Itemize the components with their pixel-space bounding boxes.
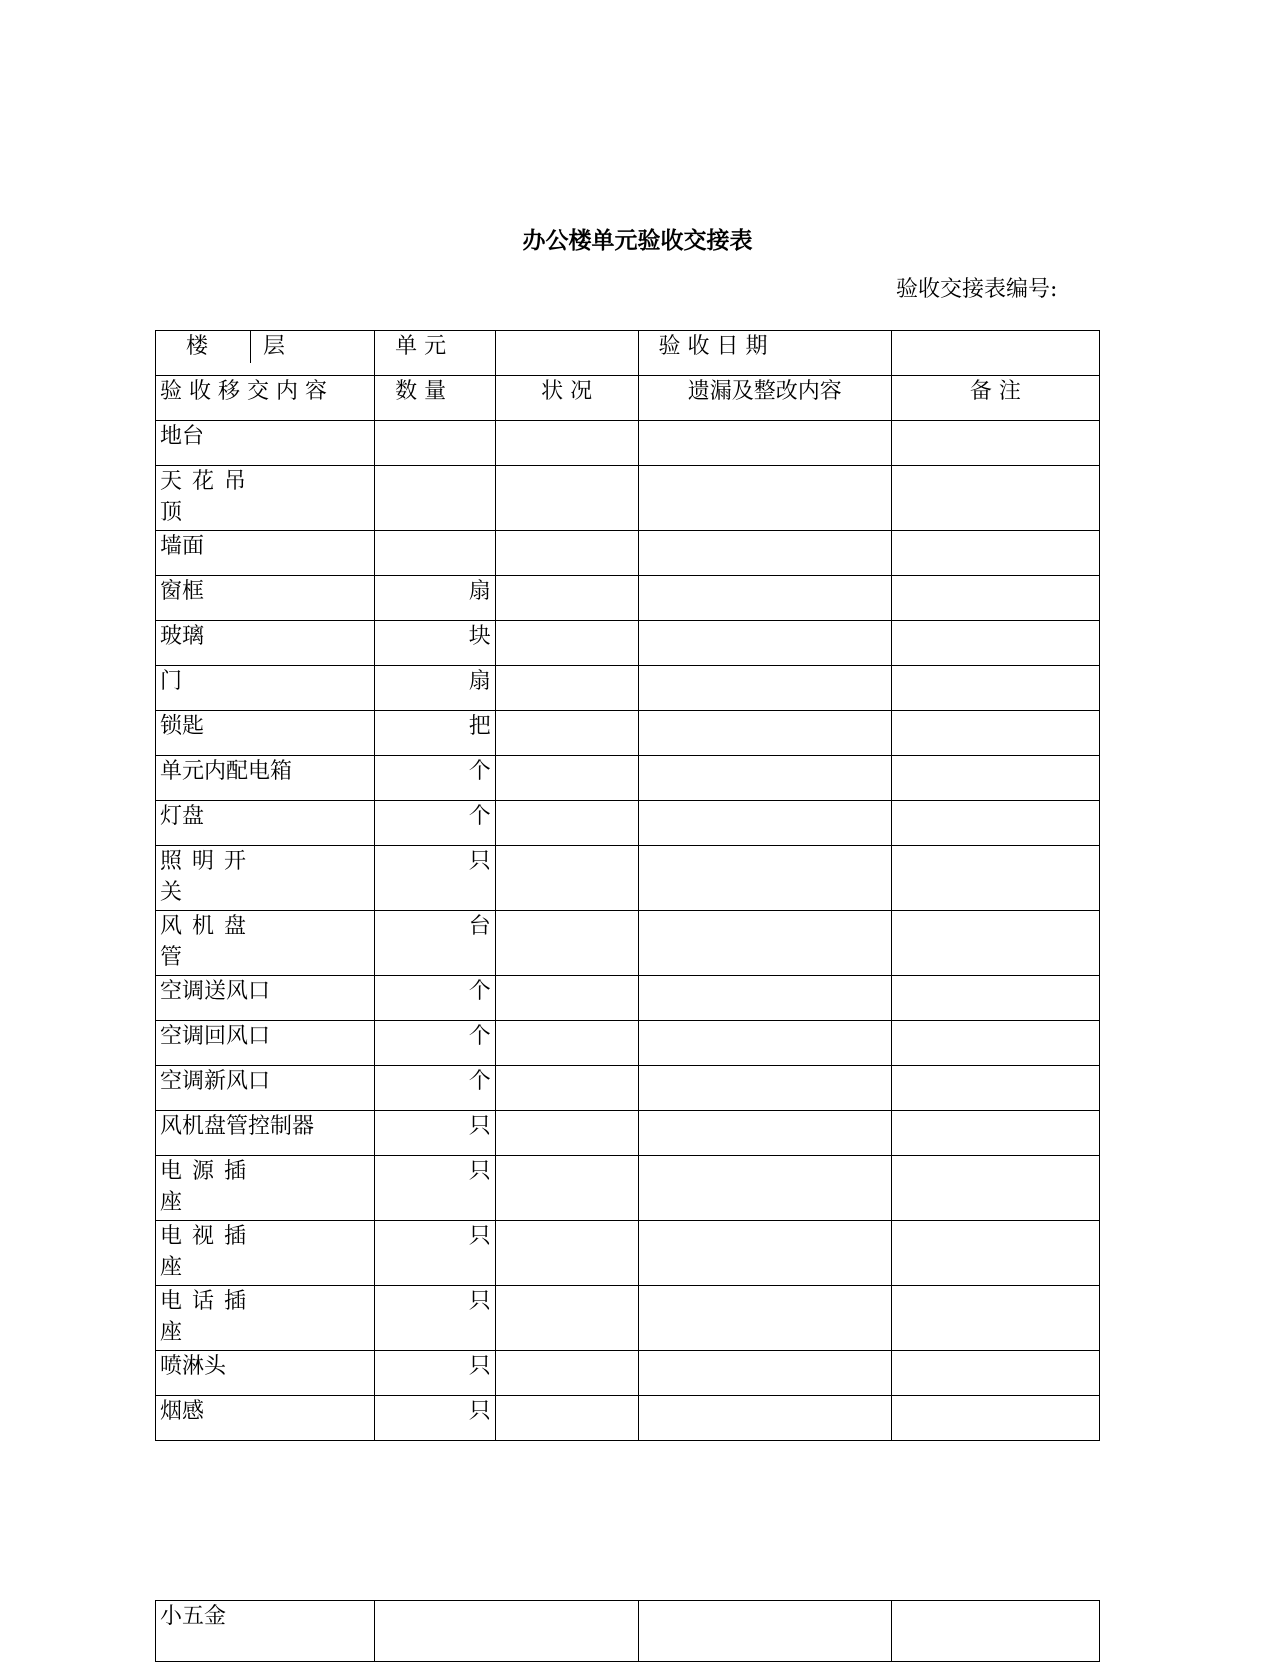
note-cell[interactable] bbox=[891, 1601, 1099, 1662]
table-row bbox=[156, 621, 1100, 666]
note-cell[interactable] bbox=[891, 801, 1099, 846]
note-cell[interactable] bbox=[891, 1066, 1099, 1111]
table-row bbox=[156, 1221, 1100, 1286]
note-cell[interactable] bbox=[891, 1156, 1099, 1221]
item-name: 小五金 bbox=[156, 1601, 375, 1662]
fix-cell[interactable] bbox=[638, 666, 891, 711]
item-name: 门 bbox=[156, 666, 375, 711]
status-cell[interactable] bbox=[495, 1396, 638, 1441]
status-cell[interactable] bbox=[495, 1351, 638, 1396]
status-cell[interactable] bbox=[495, 801, 638, 846]
status-cell[interactable] bbox=[495, 1286, 638, 1351]
table-row bbox=[156, 976, 1100, 1021]
fix-cell[interactable] bbox=[638, 976, 891, 1021]
item-name: 灯盘 bbox=[156, 801, 375, 846]
quantity-cell[interactable]: 个 bbox=[375, 976, 496, 1021]
status-cell[interactable] bbox=[495, 1111, 638, 1156]
note-cell[interactable] bbox=[891, 1021, 1099, 1066]
status-cell[interactable] bbox=[495, 621, 638, 666]
quantity-cell[interactable]: 台 bbox=[375, 911, 496, 976]
item-name: 风机盘管控制器 bbox=[156, 1111, 375, 1156]
note-cell[interactable] bbox=[891, 576, 1099, 621]
fix-cell[interactable] bbox=[638, 1286, 891, 1351]
fix-cell[interactable] bbox=[638, 1351, 891, 1396]
note-cell[interactable] bbox=[891, 1286, 1099, 1351]
table-row bbox=[156, 531, 1100, 576]
note-cell[interactable] bbox=[891, 1351, 1099, 1396]
quantity-cell[interactable] bbox=[375, 466, 496, 531]
fix-cell[interactable] bbox=[638, 756, 891, 801]
quantity-cell[interactable]: 个 bbox=[375, 1021, 496, 1066]
table-row bbox=[156, 466, 1100, 531]
table-row bbox=[156, 421, 1100, 466]
quantity-cell[interactable]: 扇 bbox=[375, 666, 496, 711]
status-cell[interactable] bbox=[495, 466, 638, 531]
status-cell[interactable] bbox=[495, 756, 638, 801]
fix-cell[interactable] bbox=[638, 801, 891, 846]
table-row bbox=[156, 1066, 1100, 1111]
status-cell[interactable] bbox=[495, 576, 638, 621]
header-row-1 bbox=[156, 331, 1100, 376]
note-cell[interactable] bbox=[891, 711, 1099, 756]
status-cell[interactable] bbox=[495, 1021, 638, 1066]
fix-cell[interactable] bbox=[638, 621, 891, 666]
fix-cell[interactable] bbox=[638, 1396, 891, 1441]
quantity-cell[interactable]: 个 bbox=[375, 801, 496, 846]
note-cell[interactable] bbox=[891, 666, 1099, 711]
fix-cell[interactable] bbox=[638, 576, 891, 621]
status-cell[interactable] bbox=[495, 1156, 638, 1221]
table-row bbox=[156, 911, 1100, 976]
item-name: 风机盘管 bbox=[160, 914, 257, 970]
fix-cell[interactable] bbox=[638, 1066, 891, 1111]
status-cell[interactable] bbox=[495, 846, 638, 911]
note-cell[interactable] bbox=[891, 1221, 1099, 1286]
item-name: 电话插座 bbox=[160, 1289, 257, 1345]
quantity-cell[interactable]: 只 bbox=[375, 1286, 496, 1351]
date-label: 验 收 日 期 bbox=[638, 331, 891, 376]
table-row bbox=[156, 1286, 1100, 1351]
quantity-header: 数 量 bbox=[375, 376, 496, 421]
fix-cell[interactable] bbox=[638, 1021, 891, 1066]
fix-cell[interactable] bbox=[638, 1221, 891, 1286]
floor-label: 楼 层 bbox=[186, 334, 309, 359]
status-cell[interactable] bbox=[495, 1221, 638, 1286]
note-cell[interactable] bbox=[891, 911, 1099, 976]
fix-cell[interactable] bbox=[638, 711, 891, 756]
quantity-cell[interactable]: 把 bbox=[375, 711, 496, 756]
note-cell[interactable] bbox=[891, 621, 1099, 666]
status-header: 状 况 bbox=[495, 376, 638, 421]
item-name: 锁匙 bbox=[156, 711, 375, 756]
status-cell[interactable] bbox=[495, 911, 638, 976]
header-row-2 bbox=[156, 376, 1100, 421]
note-cell[interactable] bbox=[891, 1111, 1099, 1156]
table-row bbox=[156, 846, 1100, 911]
fix-cell[interactable] bbox=[638, 1111, 891, 1156]
fix-header: 遗漏及整改内容 bbox=[638, 376, 891, 421]
table-row bbox=[156, 576, 1100, 621]
quantity-cell[interactable] bbox=[375, 421, 496, 466]
quantity-cell[interactable]: 块 bbox=[375, 621, 496, 666]
quantity-cell[interactable]: 只 bbox=[375, 1396, 496, 1441]
item-name: 玻璃 bbox=[156, 621, 375, 666]
table-row bbox=[156, 801, 1100, 846]
table-row bbox=[156, 756, 1100, 801]
table-row bbox=[156, 1156, 1100, 1221]
note-cell[interactable] bbox=[891, 756, 1099, 801]
quantity-cell[interactable]: 只 bbox=[375, 1111, 496, 1156]
quantity-cell[interactable]: 只 bbox=[375, 1156, 496, 1221]
acceptance-table bbox=[155, 330, 1100, 1441]
quantity-cell[interactable]: 个 bbox=[375, 1066, 496, 1111]
item-name: 照明开关 bbox=[160, 849, 257, 905]
item-name: 墙面 bbox=[156, 531, 375, 576]
item-name: 窗框 bbox=[156, 576, 375, 621]
table-row bbox=[156, 666, 1100, 711]
item-name: 烟感 bbox=[156, 1396, 375, 1441]
item-name: 地台 bbox=[156, 421, 375, 466]
quantity-status-cell[interactable] bbox=[375, 1601, 638, 1662]
status-cell[interactable] bbox=[495, 531, 638, 576]
table-row bbox=[156, 1021, 1100, 1066]
status-cell[interactable] bbox=[495, 711, 638, 756]
status-cell[interactable] bbox=[495, 976, 638, 1021]
quantity-cell[interactable]: 个 bbox=[375, 756, 496, 801]
note-cell[interactable] bbox=[891, 976, 1099, 1021]
quantity-cell[interactable]: 扇 bbox=[375, 576, 496, 621]
item-name: 空调送风口 bbox=[156, 976, 375, 1021]
note-header: 备 注 bbox=[891, 376, 1099, 421]
fix-cell[interactable] bbox=[638, 1156, 891, 1221]
date-value-cell[interactable] bbox=[891, 331, 1099, 376]
item-name: 喷淋头 bbox=[156, 1351, 375, 1396]
quantity-cell[interactable]: 只 bbox=[375, 846, 496, 911]
floor-cell bbox=[156, 331, 375, 376]
floor-divider bbox=[250, 331, 252, 363]
fix-cell[interactable] bbox=[638, 466, 891, 531]
table-row bbox=[156, 1351, 1100, 1396]
table-row bbox=[156, 1396, 1100, 1441]
table-row bbox=[156, 1601, 1100, 1662]
fix-cell[interactable] bbox=[638, 911, 891, 976]
item-name: 电视插座 bbox=[160, 1224, 257, 1280]
note-cell[interactable] bbox=[891, 531, 1099, 576]
note-cell[interactable] bbox=[891, 466, 1099, 531]
quantity-cell[interactable]: 只 bbox=[375, 1351, 496, 1396]
fix-cell[interactable] bbox=[638, 846, 891, 911]
item-name: 天花吊顶 bbox=[160, 469, 257, 525]
unit-value-cell[interactable] bbox=[495, 331, 638, 376]
quantity-cell[interactable] bbox=[375, 531, 496, 576]
note-cell[interactable] bbox=[891, 1396, 1099, 1441]
fix-cell[interactable] bbox=[638, 531, 891, 576]
fix-cell[interactable] bbox=[638, 421, 891, 466]
status-cell[interactable] bbox=[495, 666, 638, 711]
unit-label: 单 元 bbox=[375, 331, 496, 376]
status-cell[interactable] bbox=[495, 1066, 638, 1111]
status-cell[interactable] bbox=[495, 421, 638, 466]
item-name: 单元内配电箱 bbox=[156, 756, 375, 801]
item-name: 电源插座 bbox=[160, 1159, 257, 1215]
item-name: 空调新风口 bbox=[156, 1066, 375, 1111]
form-number-label: 验收交接表编号: bbox=[896, 277, 1058, 302]
continuation-table bbox=[155, 1600, 1100, 1662]
note-cell[interactable] bbox=[891, 846, 1099, 911]
table-row bbox=[156, 711, 1100, 756]
table-row bbox=[156, 1111, 1100, 1156]
note-cell[interactable] bbox=[891, 421, 1099, 466]
item-name: 空调回风口 bbox=[156, 1021, 375, 1066]
form-title: 办公楼单元验收交接表 bbox=[522, 228, 753, 254]
content-header: 验 收 移 交 内 容 bbox=[156, 376, 375, 421]
fix-cell[interactable] bbox=[638, 1601, 891, 1662]
quantity-cell[interactable]: 只 bbox=[375, 1221, 496, 1286]
